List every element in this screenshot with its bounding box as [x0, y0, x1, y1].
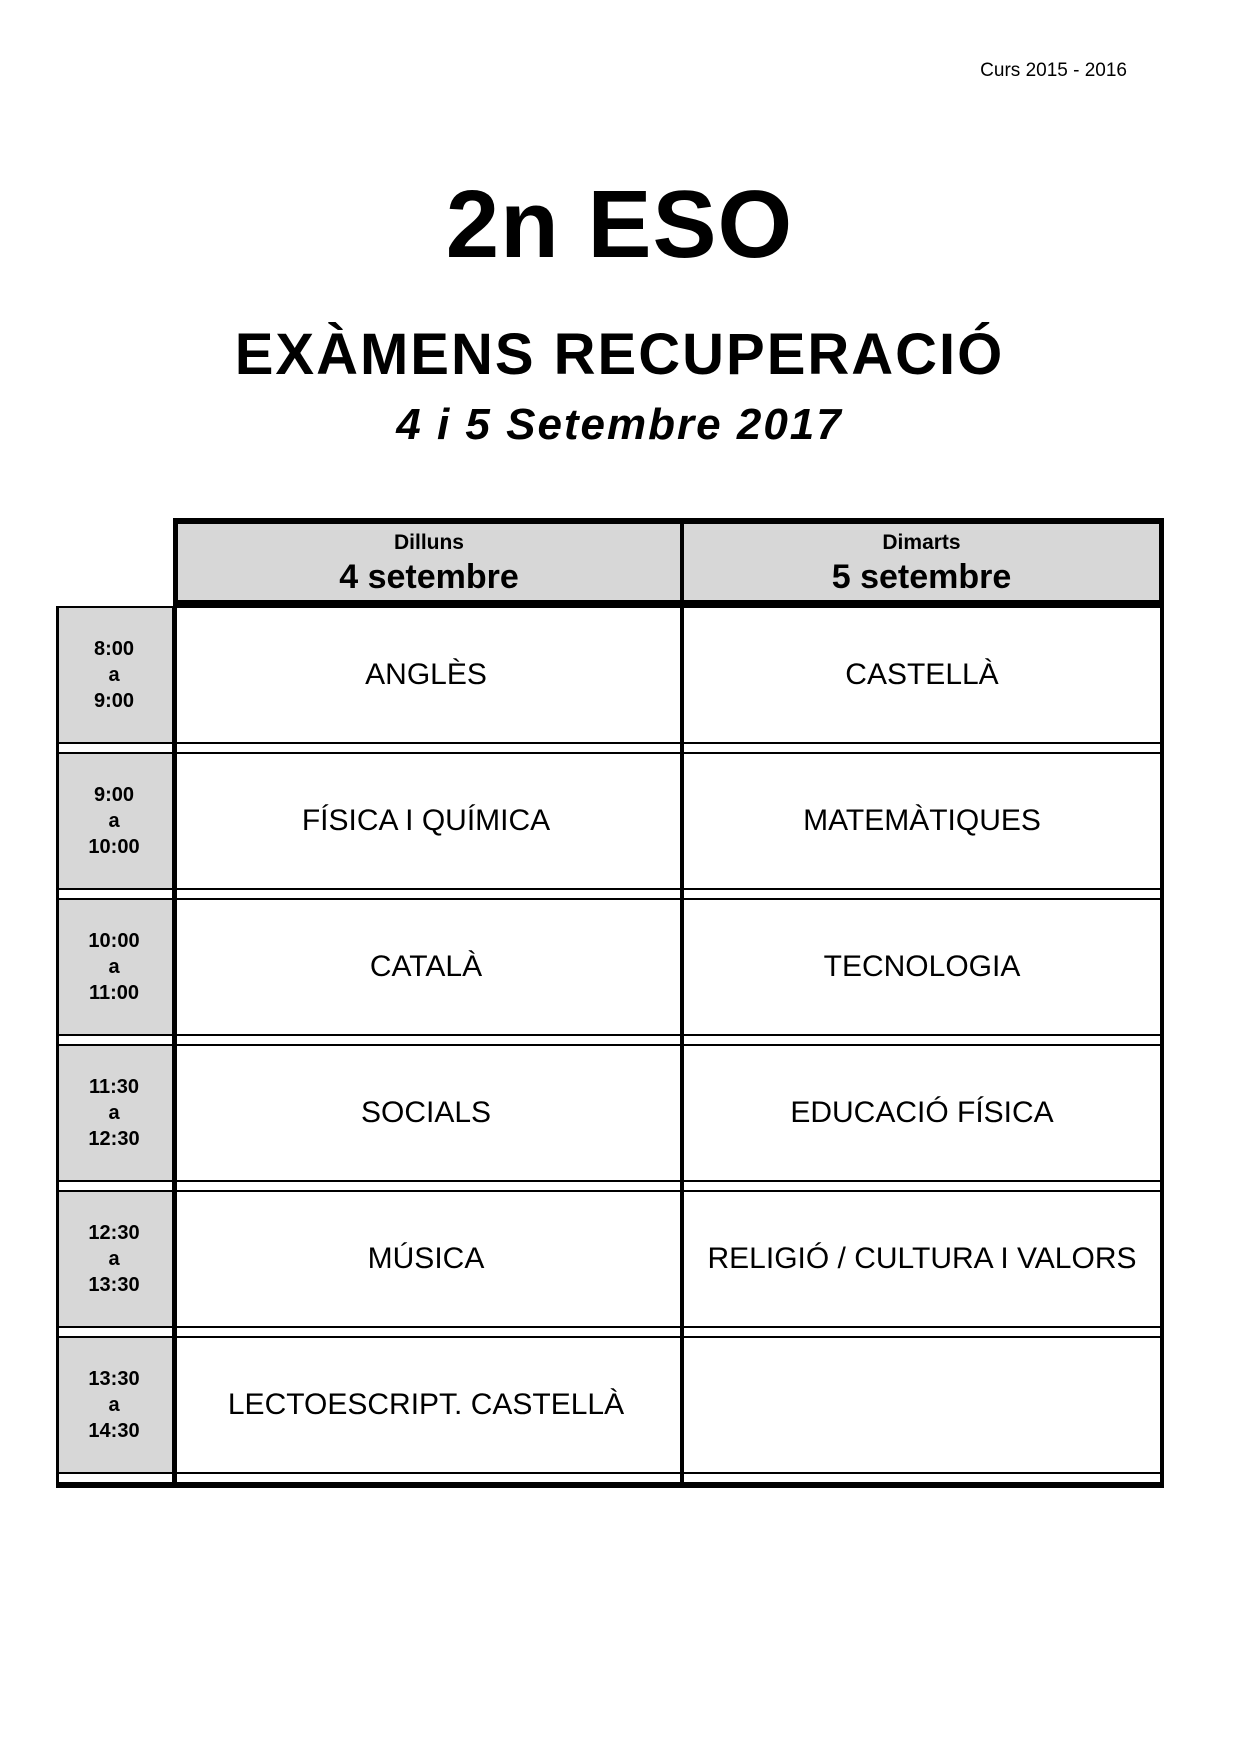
time-sep: a [108, 1394, 120, 1416]
table-divider-columns [680, 606, 684, 1482]
header-cell-tuesday [684, 524, 1159, 600]
header-cell-monday [178, 524, 684, 600]
time-cell [56, 1192, 172, 1326]
table-divider-time-column [172, 606, 177, 1482]
time-sep: a [108, 810, 120, 832]
date-line: 4 i 5 Setembre 2017 [396, 400, 843, 449]
subject-cell-tuesday [680, 1338, 1164, 1472]
subject-cell-tuesday: CASTELLÀ [845, 658, 999, 691]
table-body [56, 606, 1164, 1488]
table-row [56, 752, 1164, 890]
table-row [56, 1336, 1164, 1474]
table-header-row [173, 518, 1164, 606]
subject-cell-monday: FÍSICA I QUÍMICA [301, 804, 551, 837]
subject-cell-monday: ANGLÈS [365, 658, 487, 691]
time-cell [56, 608, 172, 742]
time-sep: a [108, 1102, 120, 1124]
time-cell [56, 900, 172, 1034]
day-date-tuesday: 5 setembre [831, 557, 1012, 596]
time-sep: a [108, 1248, 120, 1270]
time-end: 14:30 [88, 1420, 140, 1442]
subject-cell-tuesday: EDUCACIÓ FÍSICA [790, 1096, 1054, 1129]
table-row [56, 1044, 1164, 1182]
table-border-left [56, 606, 59, 1482]
subject-cell-monday: SOCIALS [360, 1096, 492, 1129]
day-date-monday: 4 setembre [339, 557, 519, 596]
time-end: 10:00 [88, 836, 140, 858]
subject-cell-tuesday: RELIGIÓ / CULTURA I VALORS [707, 1242, 1137, 1275]
page-subtitle: EXÀMENS RECUPERACIÓ [234, 322, 1005, 387]
time-cell [56, 1046, 172, 1180]
subject-cell-monday: LECTOESCRIPT. CASTELLÀ [227, 1388, 625, 1421]
time-start: 12:30 [88, 1222, 140, 1244]
time-start: 13:30 [88, 1368, 140, 1390]
table-row [56, 606, 1164, 744]
time-start: 11:30 [88, 1076, 140, 1098]
time-cell [56, 1338, 172, 1472]
table-border-right [1160, 606, 1164, 1482]
subject-cell-monday: MÚSICA [367, 1242, 485, 1275]
time-end: 9:00 [93, 690, 135, 712]
time-start: 10:00 [88, 930, 140, 952]
time-end: 11:00 [88, 982, 140, 1004]
course-label: Curs 2015 - 2016 [980, 60, 1127, 81]
subject-cell-tuesday: MATEMÀTIQUES [803, 804, 1041, 837]
table-row [56, 1190, 1164, 1328]
exam-schedule-table [56, 518, 1164, 1488]
subject-cell-tuesday: TECNOLOGIA [823, 950, 1021, 983]
page-title: 2n ESO [445, 171, 794, 278]
time-cell [56, 754, 172, 888]
time-end: 12:30 [88, 1128, 140, 1150]
time-start: 9:00 [93, 784, 135, 806]
time-sep: a [108, 664, 120, 686]
day-name-monday: Dilluns [393, 531, 464, 554]
table-row [56, 898, 1164, 1036]
day-name-tuesday: Dimarts [882, 531, 961, 554]
subject-cell-monday: CATALÀ [369, 950, 483, 983]
time-start: 8:00 [93, 638, 135, 660]
time-end: 13:30 [88, 1274, 140, 1296]
time-sep: a [108, 956, 120, 978]
